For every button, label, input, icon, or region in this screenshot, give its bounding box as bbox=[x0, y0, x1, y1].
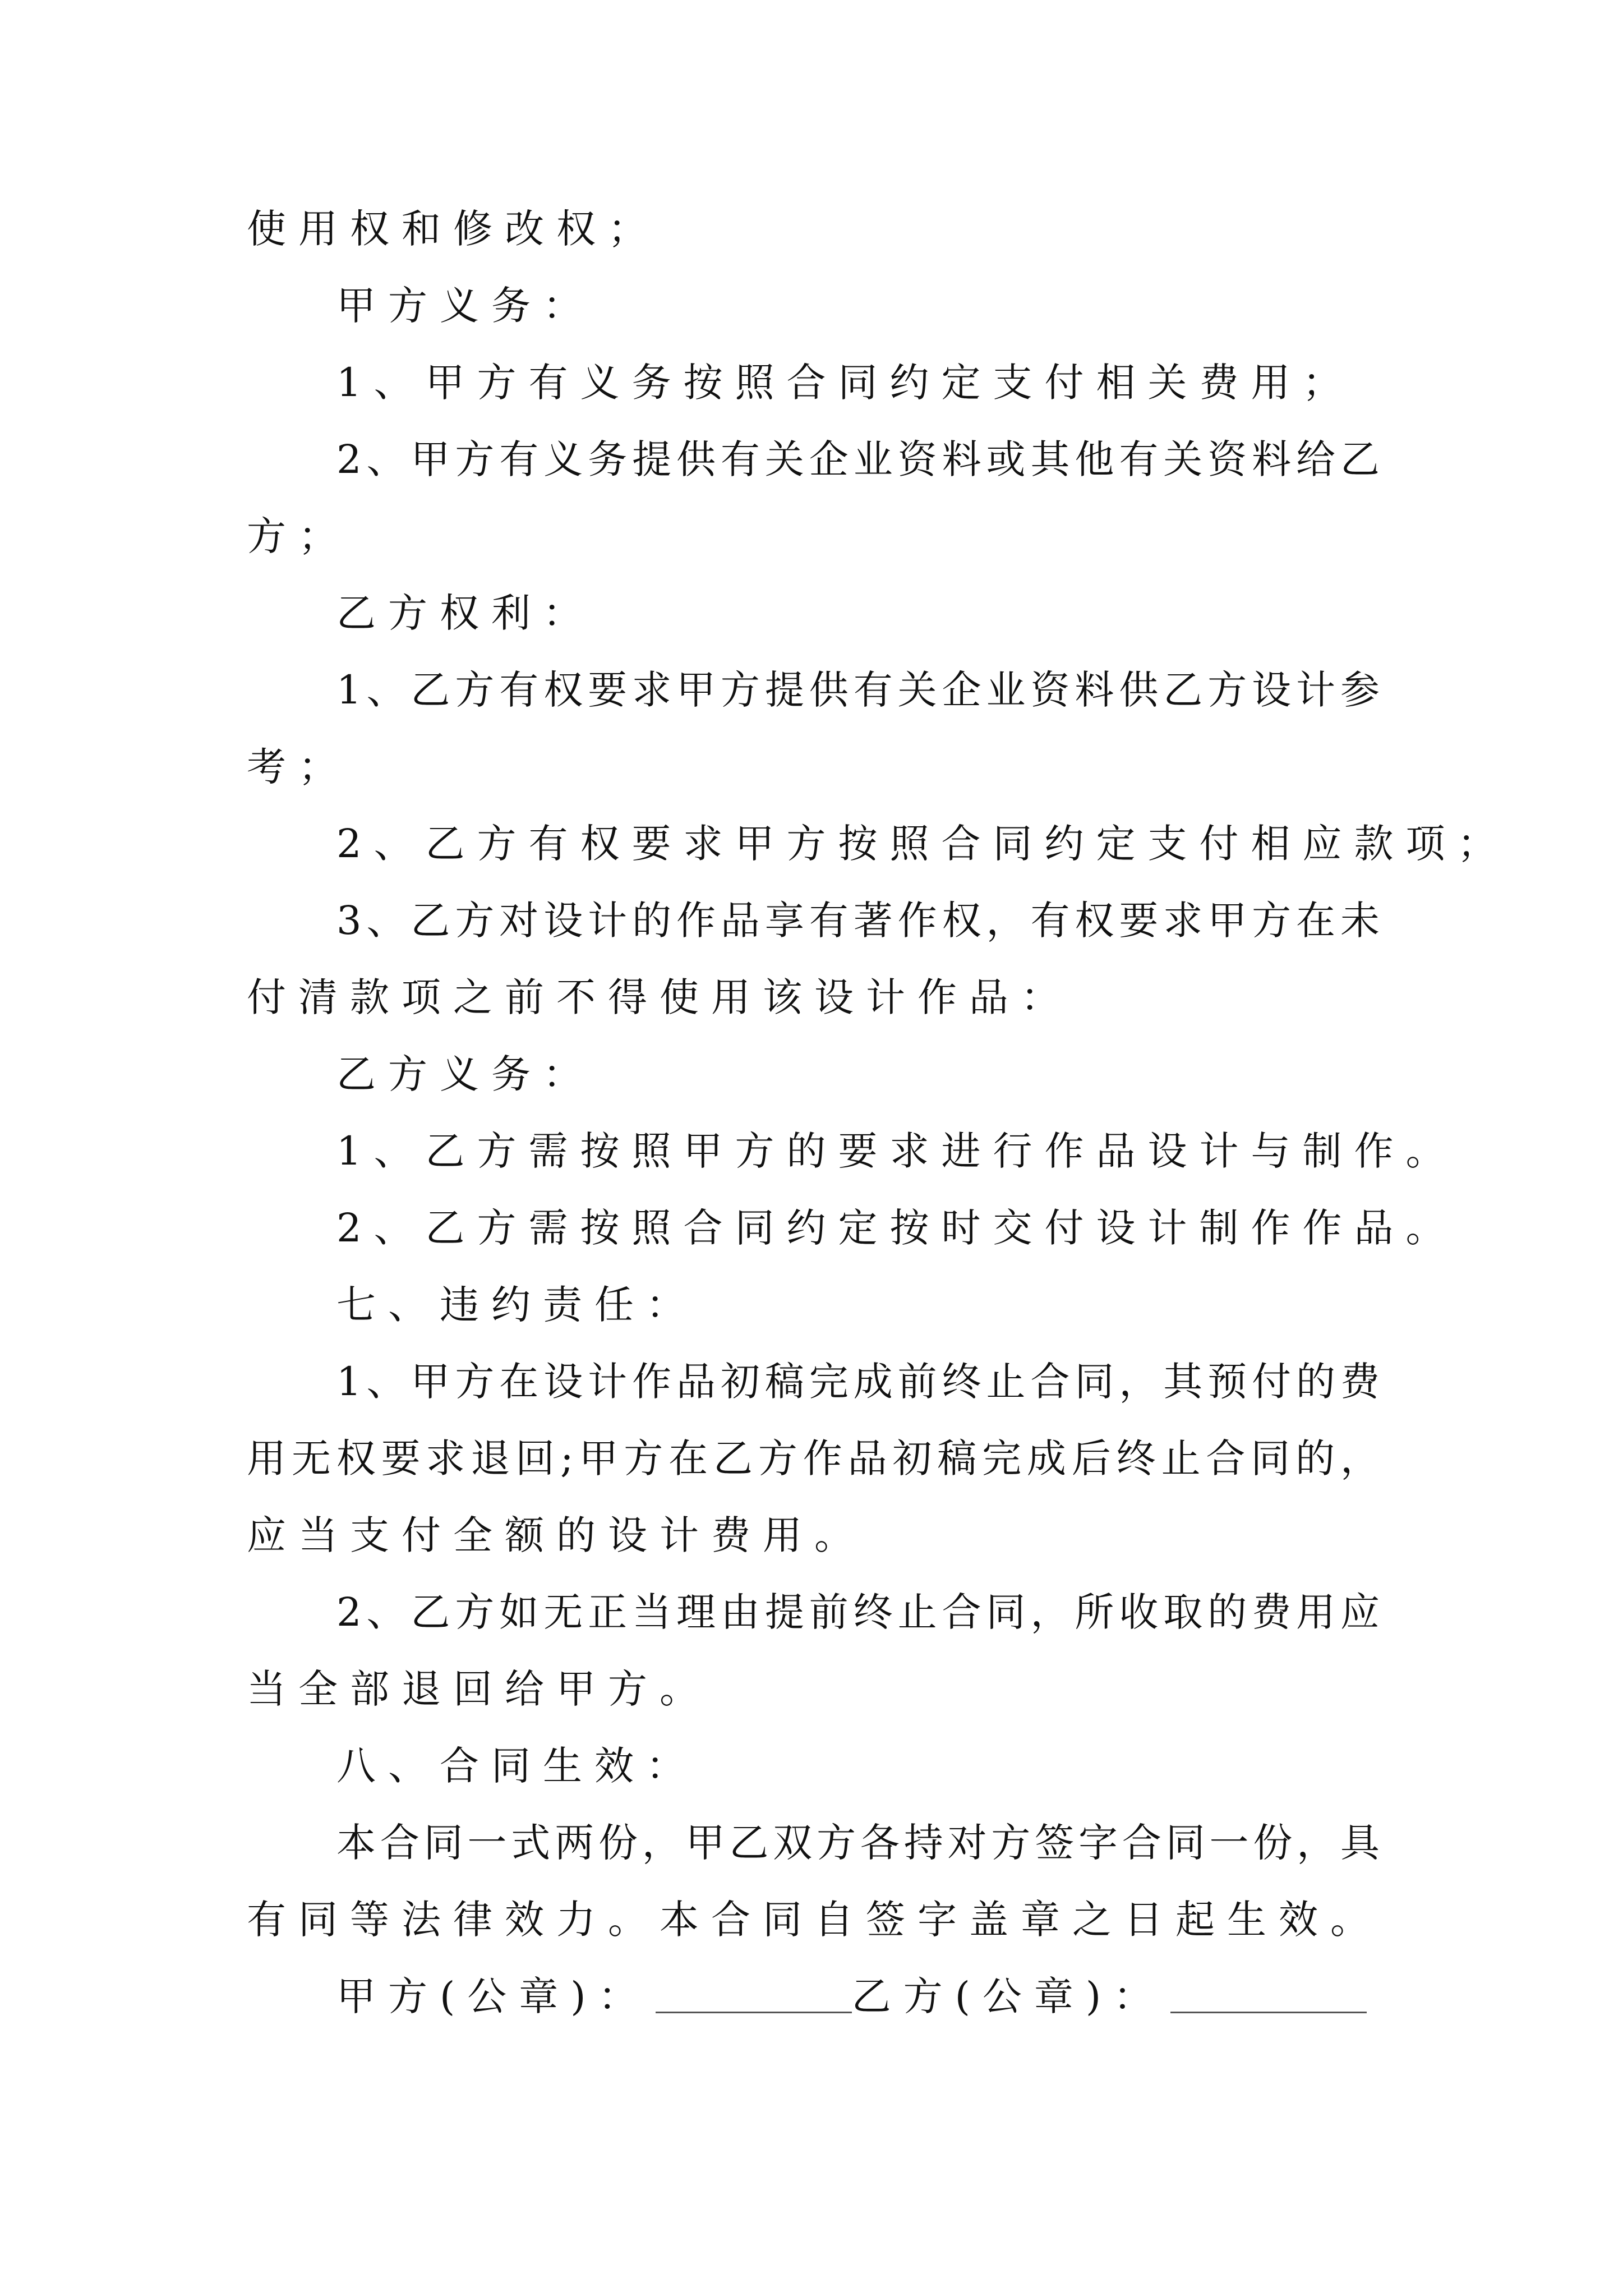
party-a-signature-blank bbox=[656, 1972, 852, 2013]
paragraph-line: 3、乙方对设计的作品享有著作权，有权要求甲方在未 bbox=[336, 898, 1380, 944]
paragraph-line: 使用权和修改权； bbox=[247, 206, 660, 252]
section-heading: 乙方义务： bbox=[336, 1051, 594, 1097]
paragraph-line: 2、乙方需按照合同约定按时交付设计制作作品。 bbox=[336, 1205, 1458, 1251]
paragraph-line: 付清款项之前不得使用该设计作品： bbox=[247, 974, 1072, 1020]
paragraph-line: 应当支付全额的设计费用。 bbox=[247, 1512, 866, 1558]
section-heading: 八、合同生效： bbox=[336, 1743, 698, 1789]
paragraph-line: 当全部退回给甲方。 bbox=[247, 1666, 711, 1712]
paragraph-line: 1、甲方有义务按照合同约定支付相关费用； bbox=[336, 360, 1354, 406]
paragraph-line: 考； bbox=[247, 744, 350, 790]
signature-line bbox=[247, 1958, 1380, 2035]
section-heading: 乙方权利： bbox=[336, 590, 594, 636]
paragraph-line: 本合同一式两份，甲乙双方各持对方签字合同一份，具 bbox=[336, 1820, 1380, 1866]
paragraph-line: 1、乙方需按照甲方的要求进行作品设计与制作。 bbox=[336, 1128, 1458, 1174]
party-b-signature-blank bbox=[1170, 1972, 1367, 2013]
paragraph-line: 1、甲方在设计作品初稿完成前终止合同，其预付的费 bbox=[336, 1359, 1380, 1405]
party-a-seal-label: 甲方(公章)： bbox=[336, 1973, 650, 2019]
paragraph-line: 2、乙方如无正当理由提前终止合同，所收取的费用应 bbox=[336, 1589, 1380, 1635]
section-heading: 甲方义务： bbox=[336, 283, 594, 329]
paragraph-line: 有同等法律效力。本合同自签字盖章之日起生效。 bbox=[247, 1897, 1382, 1943]
paragraph-line: 方； bbox=[247, 513, 350, 559]
paragraph-line: 2、乙方有权要求甲方按照合同约定支付相应款项； bbox=[336, 821, 1509, 867]
section-heading: 七、违约责任： bbox=[336, 1282, 698, 1328]
paragraph-line: 用无权要求退回;甲方在乙方作品初稿完成后终止合同的， bbox=[247, 1435, 1380, 1481]
paragraph-line: 1、乙方有权要求甲方提供有关企业资料供乙方设计参 bbox=[336, 667, 1380, 713]
paragraph-line: 2、甲方有义务提供有关企业资料或其他有关资料给乙 bbox=[336, 436, 1380, 482]
party-b-seal-label: 乙方(公章)： bbox=[851, 1973, 1165, 2019]
contract-body bbox=[247, 191, 1509, 2035]
